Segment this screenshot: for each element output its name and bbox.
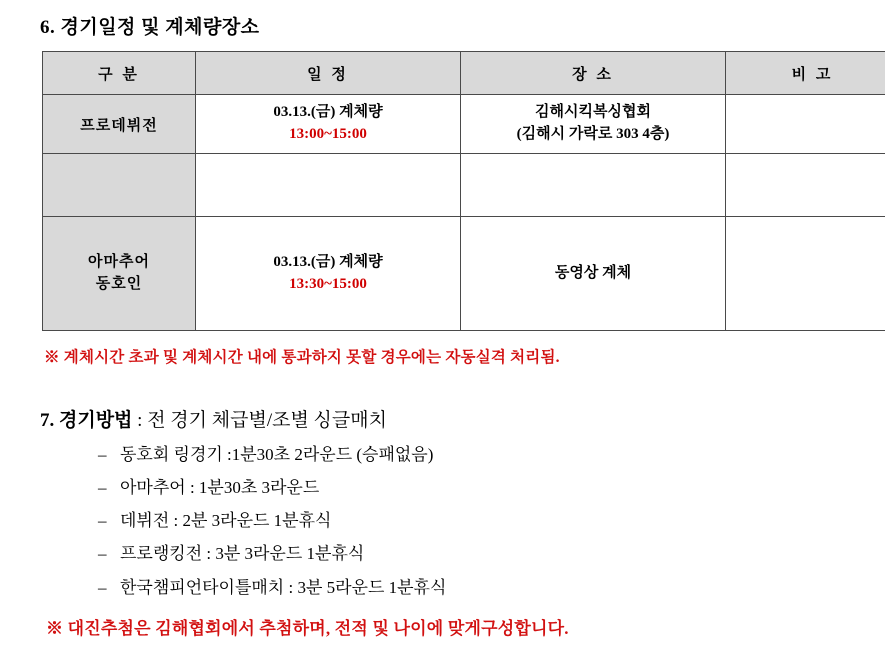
schedule-table-body [43,95,885,331]
cell-division-amateur [43,217,196,331]
list-item [98,504,849,537]
column-header-note: 비 고 [726,52,885,95]
cell-place-amateur [461,217,726,331]
table-row [43,95,885,154]
cell-schedule-empty [196,154,461,217]
bullet-dash: – [98,445,107,464]
schedule-table-header [43,52,885,95]
column-header-schedule: 일 정 [196,52,461,95]
bullet-dash: – [98,511,107,531]
schedule-table [42,51,885,331]
schedule-time-pro: 13:00~15:00 [289,126,367,142]
place-address-pro: (김해시 가락로 303 4층) [516,126,670,142]
list-item-label: 동호회 링경기 :1분30초 2라운드 (승패없음) [120,445,434,464]
weigh-in-warning: ※ 계체시간 초과 및 계체시간 내에 통과하지 못할 경우에는 자동실격 처리됨. [44,349,560,366]
table-row [43,154,885,217]
list-item-label: 아마추어 : 1분30초 3라운드 [120,478,320,498]
cell-place-pro [461,95,726,154]
draw-note: ※ 대진추첨은 김해협회에서 추첨하며, 전적 및 나이에 맞게구성합니다. [46,618,569,638]
list-item-label: 프로랭킹전 : 3분 3라운드 1분휴식 [120,544,365,564]
list-item [98,537,849,570]
section-7 [40,405,849,639]
list-item [98,471,849,504]
place-name-amateur: 동영상 계체 [554,264,632,281]
schedule-date-amateur: 03.13.(금) 계체량 [273,253,383,270]
cell-schedule-amateur [196,217,461,331]
division-amateur-line2: 동호인 [95,275,143,292]
bullet-dash: – [98,478,107,498]
column-header-division: 구 분 [43,52,196,95]
place-name-pro: 김해시킥복싱협회 [535,104,651,121]
table-header-row [43,52,885,95]
cell-division-empty [43,154,196,217]
list-item [98,438,849,471]
cell-note-empty [726,154,885,217]
list-item [98,571,849,604]
cell-note-amateur [726,217,885,331]
section-7-title [40,405,849,432]
cell-schedule-pro [196,95,461,154]
section-7-title-label: 7. 경기방법 [40,410,133,431]
schedule-date-pro: 03.13.(금) 계체량 [273,104,383,121]
section-6-heading: 6. 경기일정 및 계체량장소 [40,17,260,38]
division-amateur-line1: 아마추어 [88,253,150,270]
schedule-time-amateur: 13:30~15:00 [289,275,367,292]
bullet-dash: – [98,577,107,597]
cell-division-pro: 프로데뷔전 [43,95,196,154]
table-row [43,217,885,331]
cell-place-empty [461,154,726,217]
column-header-place: 장 소 [461,52,726,95]
list-item-label: 한국챔피언타이틀매치 : 3분 5라운드 1분휴식 [120,577,447,597]
cell-note-pro [726,95,885,154]
section-7-title-detail: : 전 경기 체급별/조별 싱글매치 [132,410,387,431]
match-method-list [40,438,849,604]
list-item-label: 데뷔전 : 2분 3라운드 1분휴식 [120,511,332,531]
bullet-dash: – [98,544,107,564]
